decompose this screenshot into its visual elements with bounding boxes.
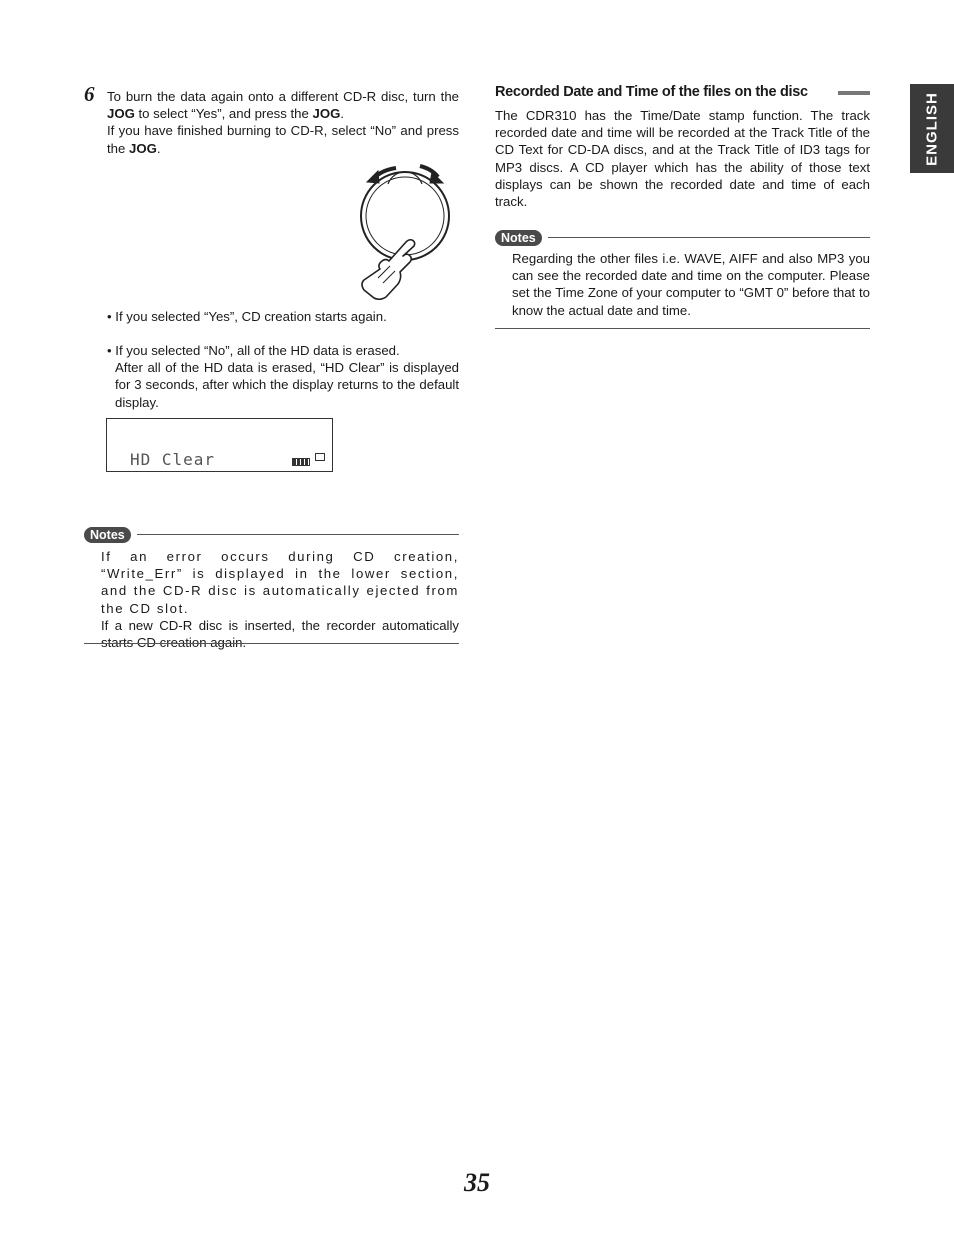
notes-badge-left	[84, 526, 131, 544]
bullet-no	[107, 342, 459, 411]
battery-icon	[292, 458, 310, 466]
step-paragraph-1	[107, 88, 459, 122]
jog-keyword: JOG	[312, 106, 341, 122]
section-heading: Recorded Date and Time of the files on the disc	[495, 84, 808, 100]
disc-indicator-icon	[315, 453, 325, 461]
notes-rule-top	[548, 237, 870, 238]
step-paragraph-2	[107, 122, 459, 156]
lcd-display	[106, 418, 333, 472]
notes-label: Notes	[84, 527, 131, 543]
step-text: .	[156, 140, 161, 156]
bullet-no-detail: After all of the HD data is erased, “HD Clear” is displayed for 3 seconds, after which the display returns to the default display.	[115, 360, 459, 410]
bullet-no-text: • If you selected “No”, all of the HD data is erased.	[107, 343, 400, 358]
step-text: .	[340, 106, 345, 122]
heading-bar	[838, 91, 870, 95]
bullet-yes-text: • If you selected “Yes”, CD creation starts again.	[107, 309, 387, 324]
notes-rule-bottom	[84, 643, 459, 644]
page-number: 35	[464, 1168, 490, 1197]
section-paragraph: The CDR310 has the Time/Date stamp function. The track recorded date and time will be recorded at the Track Title of the CD Text for CD-DA discs, and at the Track Title of ID3 tags for MP3 discs. A CD player which has the ability of those text displays can be shown the recorded date and time of each track.	[495, 108, 870, 210]
notes-rule-top	[137, 534, 459, 535]
step-text: to select “Yes”, and press the	[134, 106, 313, 122]
step-number: 6	[84, 82, 95, 106]
jog-keyword: JOG	[107, 106, 135, 122]
bullet-yes	[107, 308, 459, 325]
lcd-text: HD Clear	[130, 450, 216, 469]
notes-rule-bottom	[495, 328, 870, 329]
notes-left-paragraph-2: If a new CD-R disc is inserted, the recorder automatically starts CD creation again.	[101, 617, 459, 651]
language-tab-label: ENGLISH	[923, 91, 941, 166]
hand-pointer-icon	[362, 240, 415, 300]
step-text: To burn the data again onto a different CD-R disc, turn the	[107, 89, 459, 104]
notes-left-paragraph-1: If an error occurs during CD creation, “Write_Err” is displayed in the lower section, and the CD-R disc is automatically ejected from the CD slot.	[101, 549, 459, 616]
notes-badge-right	[495, 229, 542, 247]
notes-left-content	[101, 548, 459, 651]
jog-keyword: JOG	[129, 140, 157, 156]
language-tab	[910, 84, 954, 173]
notes-right-content: Regarding the other files i.e. WAVE, AIFF and also MP3 you can see the recorded date and time on the computer. Please set the Time Zone of your computer to “GMT 0” before that to know the actual date and time.	[512, 251, 870, 318]
step-instructions	[107, 88, 459, 157]
step-text: If you have finished burning to CD-R, select “No” and press the	[107, 123, 459, 156]
notes-label: Notes	[495, 230, 542, 246]
rotate-arrows-icon	[367, 166, 443, 183]
jog-dial-illustration	[352, 158, 462, 300]
